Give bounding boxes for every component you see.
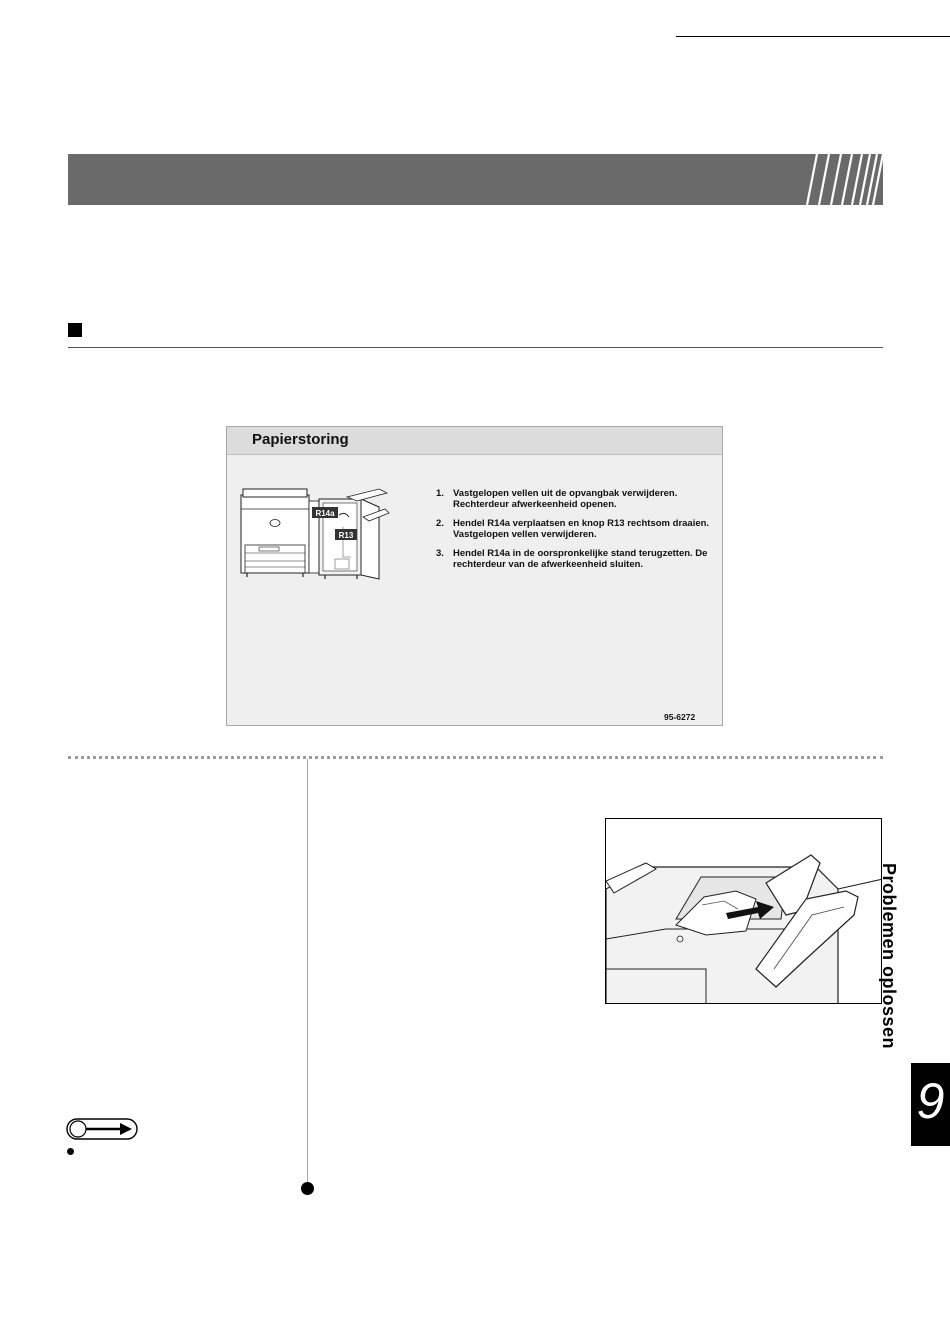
section-rule [68, 347, 883, 348]
step-text: Hendel R14a verplaatsen en knop R13 rechtsom draaien. Vastgelopen vellen verwijderen. [453, 518, 710, 540]
note-bullet [67, 1148, 74, 1155]
header-rule [676, 36, 950, 37]
screen-code: 95-6272 [664, 712, 696, 722]
lever-label: R14a [315, 509, 335, 518]
screen-title: Papierstoring [252, 431, 349, 448]
step-number: 1. [436, 488, 444, 499]
chapter-tab [911, 1063, 950, 1146]
instruction-step [436, 549, 716, 570]
knob-label: R13 [338, 531, 354, 540]
step-number: 3. [436, 548, 444, 559]
screen-header [227, 427, 722, 455]
instruction-step [436, 489, 716, 510]
step-number: 2. [436, 518, 444, 529]
step-text: Hendel R14a in de oorspronkelijke stand terugzetten. De rechterdeur van de afwerkeenheid sluiten. [453, 548, 708, 570]
step-connector-line [307, 759, 308, 1189]
instruction-list [436, 489, 716, 579]
step-text: Vastgelopen vellen uit de opvangbak verwijderen. Rechterdeur afwerkeenheid openen. [453, 488, 678, 510]
chapter-title: Problemen oplossen [879, 863, 899, 1050]
note-arrow-icon [66, 1118, 138, 1140]
title-bar [68, 154, 883, 205]
title-stripes-icon [793, 154, 883, 205]
chapter-tab-label [878, 863, 950, 1053]
touch-screen-panel [226, 426, 723, 726]
machine-illustration [239, 487, 419, 587]
black-square-icon [68, 323, 82, 337]
chapter-number: 9 [916, 1073, 945, 1129]
dotted-divider [68, 756, 883, 759]
finisher-illustration [605, 818, 882, 1004]
step-end-dot [301, 1182, 314, 1195]
instruction-step [436, 519, 716, 540]
